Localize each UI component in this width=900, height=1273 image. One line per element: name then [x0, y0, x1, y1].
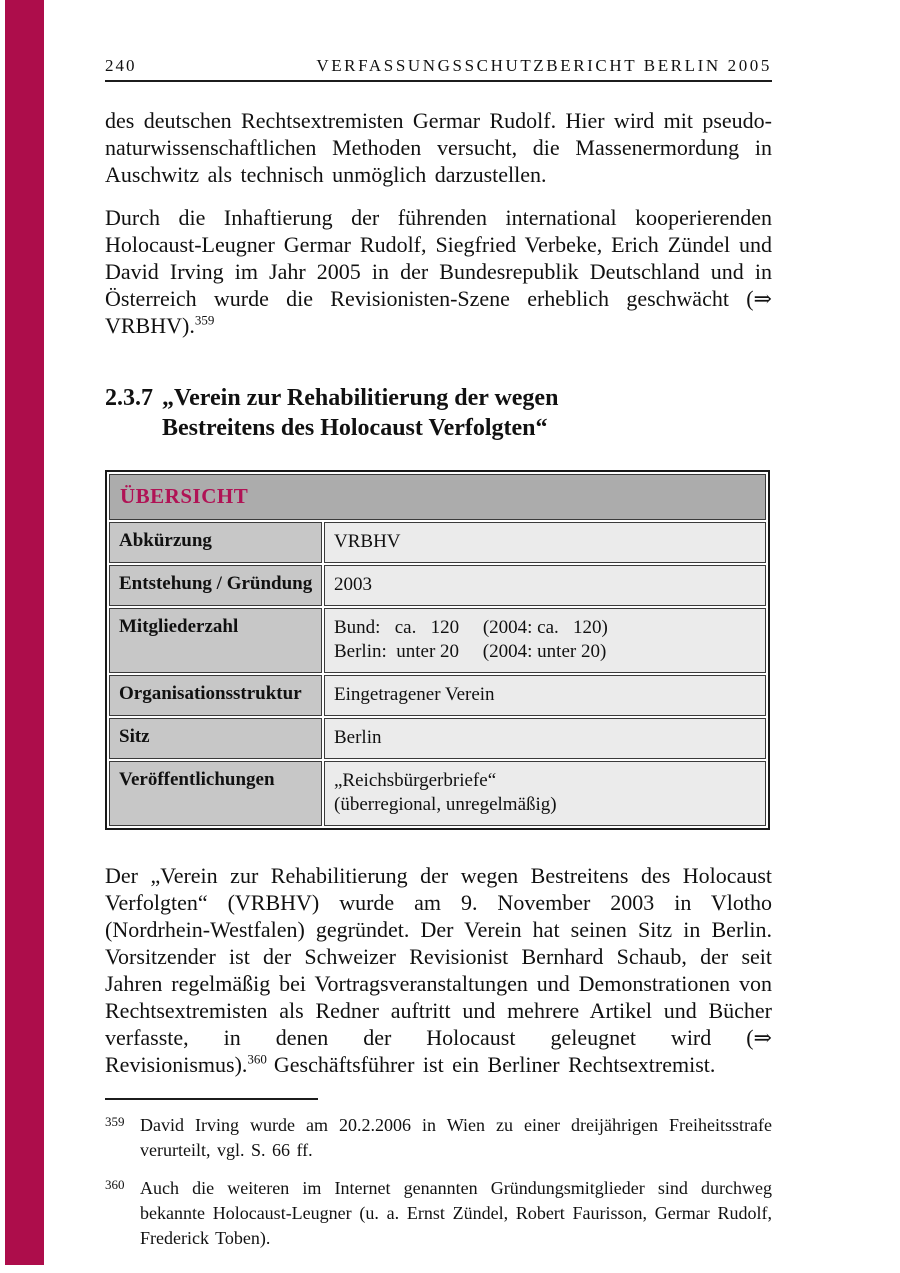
table-title-row: [109, 474, 766, 520]
row-value-line: (überregional, unregelmäßig): [334, 794, 557, 815]
paragraph-inhaftierung: [105, 204, 772, 339]
row-value: [324, 565, 766, 606]
footnote-359: [105, 1113, 772, 1163]
row-value-line: Bund: ca. 120 (2004: ca. 120): [334, 617, 608, 638]
table-row: [109, 718, 766, 759]
footnote-text: Auch die weiteren im Internet genannten Gründungsmitglieder sind durchweg bekannte Holocaust-Leugner (u. a. Ernst Zündel, Robert Faurisson, Germar Rudolf, Frederick Toben).: [140, 1178, 772, 1248]
section-heading: [105, 383, 772, 443]
paragraph-verein-tail: Geschäftsführer ist ein Berliner Rechtsextremist.: [273, 1052, 716, 1077]
row-value-line: Eingetragener Verein: [334, 684, 495, 705]
row-value-line: VRBHV: [334, 531, 401, 552]
row-value: [324, 675, 766, 716]
paragraph-verein-text: Der „Verein zur Rehabilitierung der wegen Bestreitens des Holocaust Verfolgten“ (VRBHV) wurde am 9. November 2003 in Vlotho (Nordrhein-Westfalen) gegründet. Der Verein hat seinen Sitz in Berlin. Vorsitzender ist der Schweizer Revisionist Bernhard Schaub, der seit Jahren regelmäßig bei Vortragsveranstaltungen und Demonstrationen von Rechtsextremisten als Redner auftritt und mehrere Artikel und Bücher verfasste, in denen der Holocaust geleugnet wird (⇒ Revisionismus).: [105, 863, 772, 1077]
document-page: [105, 0, 772, 1251]
footnote-text: David Irving wurde am 20.2.2006 in Wien zu einer dreijährigen Freiheitsstrafe verurteilt, vgl. S. 66 ff.: [140, 1115, 772, 1160]
footnote-ref-359: 359: [194, 312, 215, 328]
row-value: [324, 718, 766, 759]
row-value: [324, 761, 766, 826]
table-row: [109, 675, 766, 716]
row-label: Veröffentlichungen: [109, 761, 322, 826]
row-label: Sitz: [109, 718, 322, 759]
section-title: „Verein zur Rehabilitierung der wegen Bestreitens des Holocaust Verfolgten“: [162, 385, 559, 441]
row-value-line: 2003: [334, 574, 372, 595]
running-header: [105, 56, 772, 82]
table-row: [109, 522, 766, 563]
page-accent-bar: [5, 0, 44, 1265]
row-label: Abkürzung: [109, 522, 322, 563]
footnote-separator: [105, 1098, 318, 1100]
paragraph-intro: des deutschen Rechtsextremisten Germar Rudolf. Hier wird mit pseudo-naturwissenschaftlichen Methoden versucht, die Massenermordung in Auschwitz als technisch unmöglich darzustellen.: [105, 108, 772, 187]
table-row: [109, 608, 766, 673]
row-value-line: „Reichsbürgerbriefe“: [334, 770, 497, 791]
row-label: Mitgliederzahl: [109, 608, 322, 673]
footnote-number: 359: [105, 1114, 125, 1129]
row-value: [324, 522, 766, 563]
footnote-ref-360: 360: [247, 1051, 267, 1067]
paragraph-inhaftierung-text: Durch die Inhaftierung der führenden international kooperierenden Holocaust-Leugner Germar Rudolf, Siegfried Verbeke, Erich Zündel und David Irving im Jahr 2005 in der Bundesrepublik Deutschland und in Österreich wurde die Revisionisten-Szene erheblich geschwächt (⇒ VRBHV).: [105, 205, 772, 338]
row-value-line: Berlin: unter 20 (2004: unter 20): [334, 641, 607, 662]
paragraph-verein: [105, 862, 772, 1078]
page-number: 240: [105, 56, 137, 75]
report-title: VERFASSUNGSSCHUTZBERICHT BERLIN 2005: [316, 56, 772, 75]
table-title: ÜBERSICHT: [109, 474, 766, 520]
row-value: [324, 608, 766, 673]
table-row: [109, 761, 766, 826]
row-value-line: Berlin: [334, 727, 382, 748]
footnote-360: [105, 1176, 772, 1251]
footnote-number: 360: [105, 1177, 125, 1192]
table-row: [109, 565, 766, 606]
overview-table: [105, 470, 770, 830]
row-label: Entstehung / Gründung: [109, 565, 322, 606]
section-number: 2.3.7: [105, 385, 153, 411]
row-label: Organisationsstruktur: [109, 675, 322, 716]
